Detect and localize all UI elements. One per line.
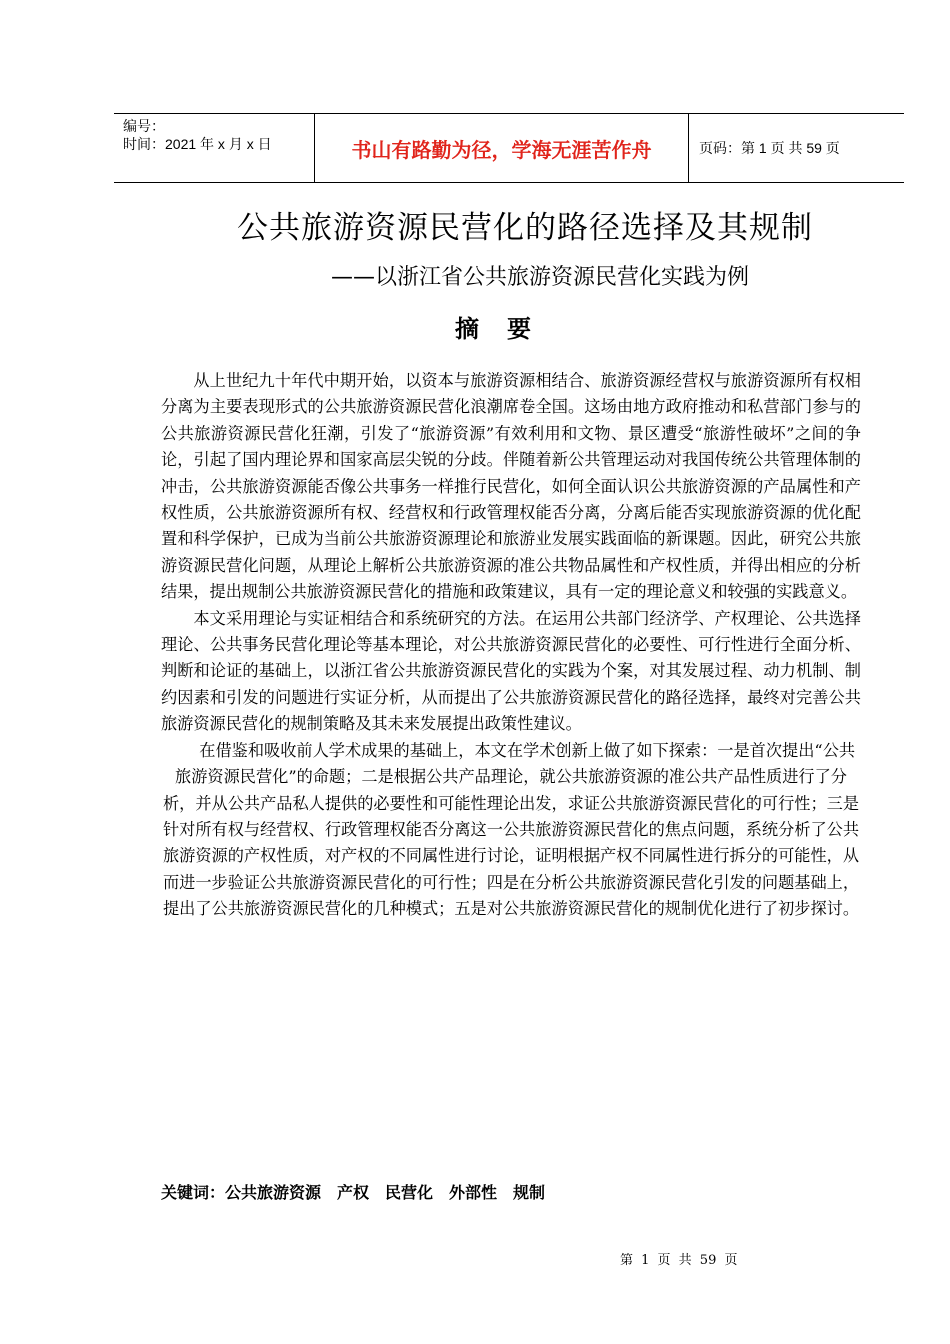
keywords: 关键词：公共旅游资源 产权 民营化 外部性 规制 [161,1183,546,1202]
page-label: 页码：第 1 页 共 59 页 [699,140,840,156]
header-table [114,113,904,183]
document-subtitle: ——以浙江省公共旅游资源民营化实践为例 [330,265,749,290]
document-title: 公共旅游资源民营化的路径选择及其规制 [237,210,813,246]
paragraph-2: 本文采用理论与实证相结合和系统研究的方法。在运用公共部门经济学、产权理论、公共选择理论、公共事务民营化理论等基本理论，对公共旅游资源民营化的必要性、可行性进行全面分析、判断和论证的基础上，以浙江省公共旅游资源民营化的实践为个案，对其发展过程、动力机制、制约因素和引发的问题进行实证分析，从而提出了公共旅游资源民营化的路径选择，最终对完善公共旅游资源民营化的规制策略及其未来发展提出政策性建议。 [161,608,861,734]
paragraph-3: 在借鉴和吸收前人学术成果的基础上，本文在学术创新上做了如下探索：一是首次提出“公共旅游资源民营化”的命题；二是根据公共产品理论，就公共旅游资源的准公共产品性质进行了分析，并从公共产品私人提供的必要性和可能性理论出发，求证公共旅游资源民营化的可行性；三是针对所有权与经营权、行政管理权能否分离这一公共旅游资源民营化的焦点问题，系统分析了公共旅游资源的产权性质，对产权的不同属性进行讨论，证明根据产权不同属性进行拆分的可能性，从而进一步验证公共旅游资源民营化的可行性；四是在分析公共旅游资源民营化引发的问题基础上，提出了公共旅游资源民营化的几种模式；五是对公共旅游资源民营化的规制优化进行了初步探讨。 [162,740,860,919]
paragraph-1: 从上世纪九十年代中期开始，以资本与旅游资源相结合、旅游资源经营权与旅游资源所有权相分离为主要表现形式的公共旅游资源民营化浪潮席卷全国。这场由地方政府推动和私营部门参与的公共旅游资源民营化狂潮，引发了“旅游资源”有效利用和文物、景区遭受“旅游性破坏”之间的争论，引起了国内理论界和国家高层尖锐的分歧。伴随着新公共管理运动对我国传统公共管理体制的冲击，公共旅游资源能否像公共事务一样推行民营化，如何全面认识公共旅游资源的产品属性和产权性质，公共旅游资源所有权、经营权和行政管理权能否分离，分离后能否实现旅游资源的优化配置和科学保护，已成为当前公共旅游资源理论和旅游业发展实践面临的新课题。因此，研究公共旅游资源民营化问题，从理论上解析公共旅游资源的准公共物品属性和产权性质，并得出相应的分析结果，提出规制公共旅游资源民营化的措施和政策建议，具有一定的理论意义和较强的实践意义。 [161,371,861,602]
abstract-body [161,368,861,923]
number-label: 编号： [123,118,165,134]
header-meta [114,114,314,182]
time-label: 时间：2021 年 x 月 x 日 [123,136,272,152]
motto: 书山有路勤为径，学海无涯苦作舟 [314,114,689,182]
page-footer: 第 1 页 共 59 页 [620,1253,738,1268]
abstract-heading: 摘要 [455,315,559,343]
